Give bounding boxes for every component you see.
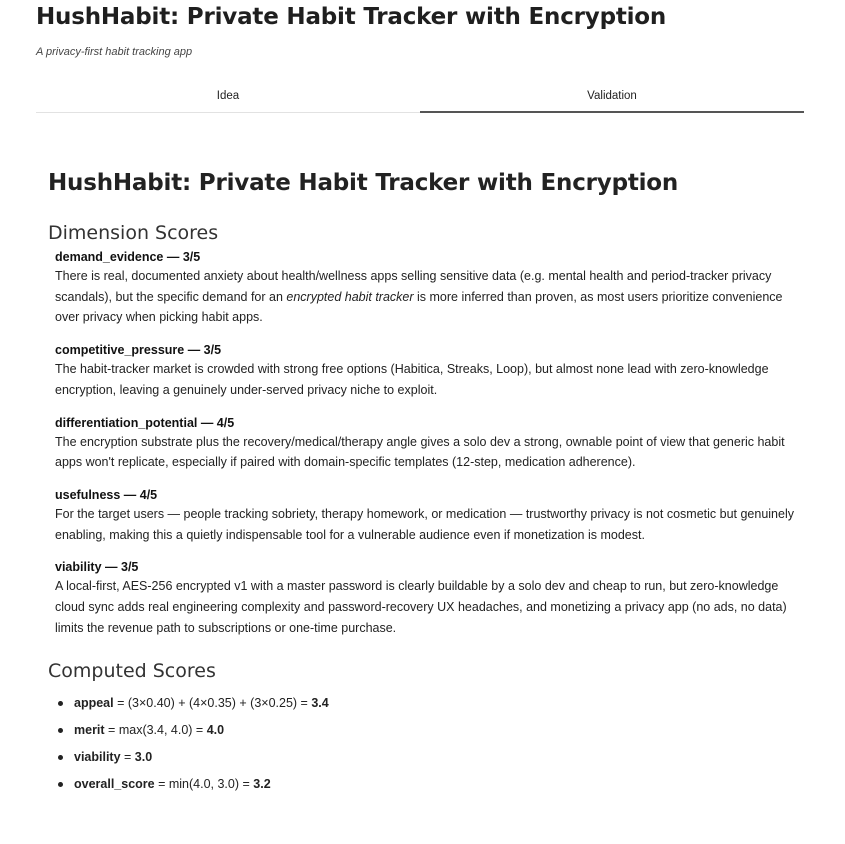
dimension-item <box>55 558 808 638</box>
score-formula: = max(3.4, 4.0) = <box>104 723 207 738</box>
score-formula: = (3×0.40) + (4×0.35) + (3×0.25) = <box>113 696 312 711</box>
score-value: 3.4 <box>311 696 329 711</box>
dimension-title: usefulness — 4/5 <box>55 487 158 502</box>
score-formula: = <box>120 750 135 765</box>
validation-report <box>48 170 808 802</box>
computed-scores-list <box>58 694 808 793</box>
dimension-title: viability — 3/5 <box>55 560 139 575</box>
dimension-description: The habit-tracker market is crowded with strong free options (Habitica, Streaks, Loop), but almost none lead with zero-knowledge encryption, leaving a genuinely under-served privacy niche to exploit. <box>55 362 769 397</box>
dimension-description: For the target users — people tracking sobriety, therapy homework, or medication — trustworthy privacy is not cosmetic but genuinely enabling, making this a quietly indispensable tool for a vulnerable audience even if monetization is modest. <box>55 506 794 542</box>
tab-validation[interactable]: Validation <box>420 84 804 113</box>
list-item <box>58 775 808 793</box>
dimension-item <box>55 486 808 545</box>
dimension-description: There is real, documented anxiety about health/wellness apps selling sensitive data (e.g. mental health and period-tracker privacy scandals), but the specific demand for an encrypted habit tracker is more inferred than proven, as most users prioritize convenience over privacy when picking habit apps. <box>55 269 783 325</box>
score-name: appeal <box>74 696 114 711</box>
dimension-list <box>55 248 808 638</box>
list-item <box>58 748 808 766</box>
score-value: 3.2 <box>253 777 271 792</box>
list-item <box>58 694 808 712</box>
score-name: merit <box>74 723 105 738</box>
score-value: 3.0 <box>134 750 153 765</box>
score-formula: = min(4.0, 3.0) = <box>154 777 254 792</box>
tab-bar <box>36 84 804 113</box>
score-name: viability <box>74 750 121 765</box>
computed-scores-heading: Computed Scores <box>48 660 216 683</box>
dimension-item <box>55 341 808 400</box>
app-subtitle: A privacy-first habit tracking app <box>36 46 193 58</box>
tab-idea[interactable]: Idea <box>216 90 240 102</box>
list-item <box>58 721 808 739</box>
dimension-item <box>55 414 808 473</box>
dimension-title: differentiation_potential — 4/5 <box>55 415 235 430</box>
app-title: HushHabit: Private Habit Tracker with Encryption <box>36 4 667 30</box>
dimension-title: demand_evidence — 3/5 <box>55 250 201 264</box>
dimension-scores-heading: Dimension Scores <box>48 222 219 244</box>
report-title: HushHabit: Private Habit Tracker with Encryption <box>48 170 679 196</box>
dimension-title: competitive_pressure — 3/5 <box>55 343 222 358</box>
dimension-description: The encryption substrate plus the recovery/medical/therapy angle gives a solo dev a strong, ownable point of view that generic habit apps won't replicate, especially if paired with domain-specific templates (12-step, medication adherence). <box>55 434 785 470</box>
dimension-description: A local-first, AES-256 encrypted v1 with a master password is clearly buildable by a solo dev and cheap to run, but zero-knowledge cloud sync adds real engineering complexity and password-recovery UX headaches, and monetizing a privacy app (no ads, no data) limits the revenue path to subscriptions or one-time purchase. <box>55 579 787 635</box>
dimension-item <box>55 248 808 328</box>
emphasis-text: encrypted habit tracker <box>286 289 414 304</box>
score-name: overall_score <box>74 777 155 792</box>
score-value: 4.0 <box>206 723 225 738</box>
